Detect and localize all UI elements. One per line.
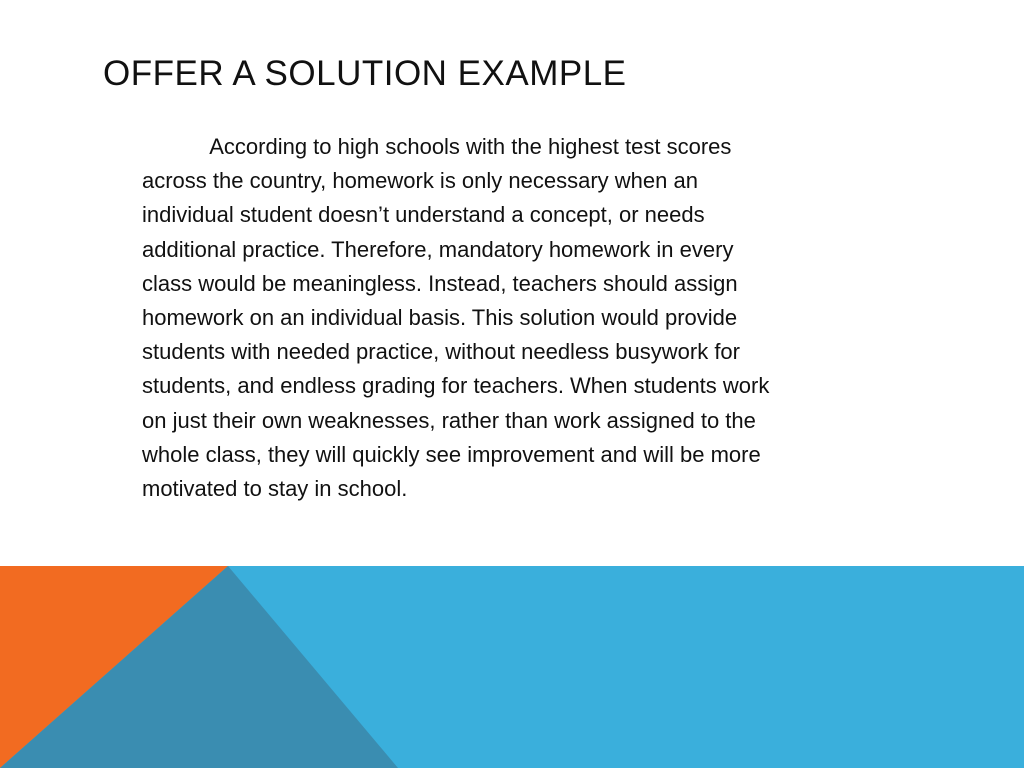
paragraph-line: additional practice. Therefore, mandatory homework in every [142, 236, 734, 262]
slide-title: OFFER A SOLUTION EXAMPLE [103, 54, 627, 93]
paragraph-line: students, and endless grading for teachers. When students work [142, 373, 770, 399]
paragraph-line: whole class, they will quickly see improvement and will be more [142, 441, 761, 467]
paragraph-line: individual student doesn’t understand a concept, or needs [142, 202, 705, 228]
paragraph-line: students with needed practice, without needless busywork for [142, 339, 740, 365]
paragraph-line: According to high schools with the highest test scores [142, 134, 732, 159]
paragraph-line: on just their own weaknesses, rather than work assigned to the [142, 407, 756, 433]
paragraph-line: across the country, homework is only necessary when an [142, 168, 698, 194]
paragraph-line: motivated to stay in school. [142, 476, 408, 502]
decorative-footer-band [0, 566, 1024, 768]
paragraph-line: homework on an individual basis. This solution would provide [142, 305, 738, 331]
body-paragraph [142, 130, 932, 506]
paragraph-line: class would be meaningless. Instead, teachers should assign [142, 270, 738, 296]
